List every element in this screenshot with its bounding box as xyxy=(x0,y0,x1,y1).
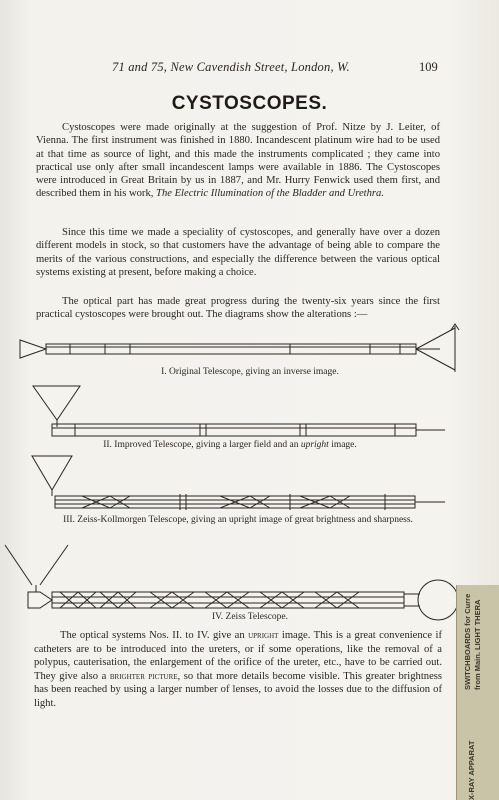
paragraph-upright-text-b: image. This is a great convenience if catheters are to be introduced into the ureters, or if some operations, like the removal of a polypus, cauterisation, the enlargement of the orifice of the ureter, etc., have to be carried out. They give also a xyxy=(34,630,442,682)
paragraph-history-text: Cystoscopes were made originally at the suggestion of Prof. Nitze by J. Leiter, of Vienna. The first instrument was finished in 1880. Incandescent platinum wire had to be used at that time as source of light, and this made the instruments complicated ; they came into practical use only after small incandescent lamps were available in 1886. The Cystoscopes were introduced in Great Britain by us in 1887, and Mr. Hurry Fenwick used them first, and described them in his work, xyxy=(36,122,440,200)
figure-caption-4: IV. Zeiss Telescope. xyxy=(211,612,289,622)
page-number: 109 xyxy=(419,60,438,74)
paragraph-upright-image xyxy=(34,629,442,710)
page-header xyxy=(0,60,499,78)
telescope-diagram-2 xyxy=(33,386,445,436)
paragraph-optical-progress-text: The optical part has made great progress during the twenty-six years since the first practical cystoscopes were brought out. The diagrams show the alterations :— xyxy=(36,296,440,321)
paragraph-optical-progress xyxy=(36,295,440,322)
index-tab-line-2: from Main. LIGHT THERA xyxy=(473,599,482,690)
telescope-diagram-4 xyxy=(5,545,458,620)
paragraph-speciality-text: Since this time we made a speciality of cystoscopes, and generally have over a dozen different models in stock, so that customers have the advantage of being able to compare the merits of the various constructions, and especially the difference between the various optical systems existing at present, before making a choice. xyxy=(36,227,440,278)
running-title: 71 and 75, New Cavendish Street, London, W. xyxy=(112,60,350,74)
figure-caption-2-text: II. Improved Telescope, giving a larger field and an xyxy=(103,440,299,450)
paragraph-speciality xyxy=(36,226,440,279)
brighter-picture-smallcaps: brighter picture, xyxy=(109,670,181,682)
paragraph-upright-text-c: so that more details become visible. This greater brightness has been reached by using a larger number of lenses, to avoid the losses due to the diffusion of light. xyxy=(34,670,443,709)
figure-caption-2-end: image. xyxy=(331,440,357,450)
figure-caption-2 xyxy=(60,440,400,451)
figure-caption-3: III. Zeiss-Kollmorgen Telescope, giving an upright image of great brightness and sharpness. xyxy=(63,515,413,525)
index-tab-line-3: X-RAY APPARAT xyxy=(467,740,476,800)
page-title: CYSTOSCOPES. xyxy=(171,93,328,114)
paragraph-upright-text-a: The optical systems Nos. II. to IV. give an xyxy=(60,630,245,641)
telescope-diagram-3 xyxy=(32,456,445,510)
paragraph-history xyxy=(36,121,440,201)
upright-smallcaps: upright xyxy=(248,630,279,641)
telescope-diagram-1 xyxy=(20,324,459,372)
book-title-reference: The Electric Illumination of the Bladder and Urethra. xyxy=(156,188,384,200)
figure-caption-2-italic: upright xyxy=(300,440,329,450)
index-tab-line-1: SWITCHBOARDS for Curre xyxy=(463,593,472,690)
figure-caption-1: I. Original Telescope, giving an inverse image. xyxy=(161,367,339,377)
